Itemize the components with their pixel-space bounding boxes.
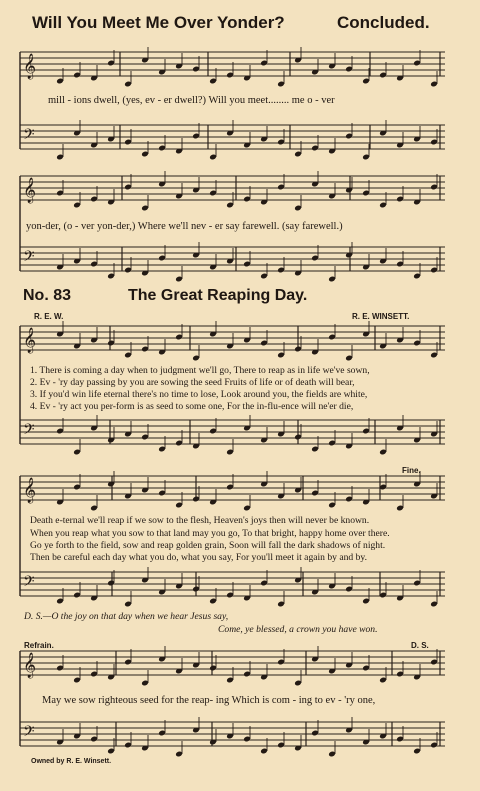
verse-1-line-a: 1. There is coming a day when to judgment we'll go, There to reap as in life we've sown, (30, 365, 370, 376)
system-1-treble-staff (20, 52, 445, 76)
system-5-treble-staff (20, 651, 445, 675)
system-2-treble-staff (20, 176, 445, 200)
bass-clef-icon: 𝄢 (23, 126, 35, 147)
verse-4-line-a: 4. Ev - 'ry act you per-form is as seed to some one, For the in-flu-ence will ne'er die, (30, 401, 354, 412)
hymn-title-continued: Will You Meet Me Over Yonder? (32, 13, 285, 32)
concluded-label: Concluded. (337, 13, 430, 32)
system-3-bass-staff (20, 420, 445, 444)
lyric-line: yon-der, (o - ver yon-der,) Where we'll nev - er say farewell. (say farewell.) (26, 221, 343, 232)
lyric-line: mill - ions dwell, (yes, ev - er dwell?) Will you meet........ me o - ver (48, 95, 335, 106)
treble-clef-icon: 𝄞 (23, 328, 37, 353)
system-2-bass-staff (20, 247, 445, 271)
bass-clef-icon: 𝄢 (23, 248, 35, 269)
system-4-bass-staff (20, 572, 445, 596)
treble-clef-icon: 𝄞 (23, 653, 37, 678)
lyricist-credit: R. E. W. (34, 312, 64, 321)
ds-instruction: D. S.—O the joy on that day when we hear Jesus say, (24, 611, 229, 622)
verse-3-line-a: 3. If you'd win life eternal there's no time to lose, Look around you, the fields are white, (30, 389, 368, 400)
hymn-number: No. 83 (23, 287, 72, 304)
verse-2-line-b: When you reap what you sow to that land may you go, To that bright, happy home over there. (30, 528, 390, 539)
system-5-bass-staff (20, 722, 445, 746)
refrain-lyric: May we sow righteous seed for the reap- ing Which is com - ing to ev - 'ry one, (42, 695, 376, 706)
ds-instruction-line-2: Come, ye blessed, a crown you have won. (218, 624, 378, 635)
composer-credit: R. E. WINSETT. (352, 312, 410, 321)
verse-2-line-a: 2. Ev - 'ry day passing by you are sowing the seed Fruits of life or of death will bear, (30, 377, 355, 388)
verse-4-line-b: Then be careful each day what you do, what you say, For you'll meet it again by and by. (30, 552, 367, 563)
treble-clef-icon: 𝄞 (23, 478, 37, 503)
treble-clef-icon: 𝄞 (23, 54, 37, 79)
bass-clef-icon: 𝄢 (23, 421, 35, 442)
bass-clef-icon: 𝄢 (23, 573, 35, 594)
copyright-owner: Owned by R. E. Winsett. (31, 758, 112, 765)
verse-1-line-b: Death e-ternal we'll reap if we sow to the flesh, Heaven's joys then will never be known. (30, 515, 370, 526)
refrain-label: Refrain. (24, 641, 54, 650)
ds-mark: D. S. (411, 641, 429, 650)
system-1-bass-staff (20, 125, 445, 149)
verse-3-line-b: Go ye forth to the field, sow and reap golden grain, Soon will fall the dark shadows of night. (30, 540, 386, 551)
hymn-title: The Great Reaping Day. (128, 287, 308, 304)
treble-clef-icon: 𝄞 (23, 178, 37, 203)
bass-clef-icon: 𝄢 (23, 723, 35, 744)
fine-mark: Fine. (402, 466, 421, 475)
